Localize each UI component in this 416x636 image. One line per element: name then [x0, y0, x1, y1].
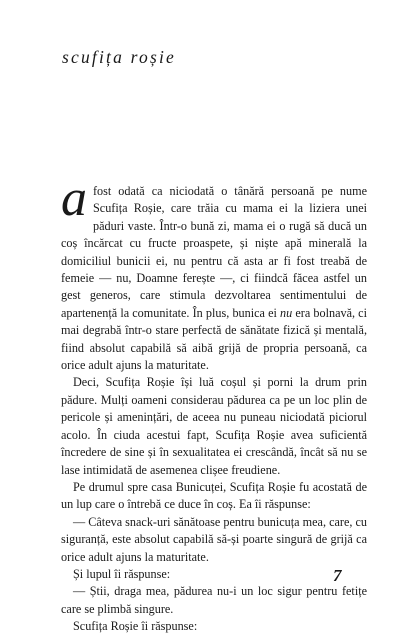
drop-cap: a [61, 170, 87, 227]
page-number: 7 [333, 566, 342, 585]
paragraph-text: Scufița Roșie îi răspunse: [73, 619, 198, 634]
emphasis-text: nu [280, 305, 293, 320]
paragraph [61, 618, 367, 635]
paragraph-text: — Câteva snack-uri sănătoase pentru bunicuța mea, care, cu siguranță, este absolut capabilă să-și poarte singură de grijă ca orice adult ajuns la maturitate. [61, 514, 367, 564]
body-text [61, 170, 367, 636]
paragraph [61, 374, 367, 478]
paragraph-text: fost odată ca niciodată o tânără persoană pe nume Scufița Roșie, care trăia cu mama ei la liziera unei păduri vaste. Într-o bună zi, mama ei o rugă să ducă un coș încărcat cu fructe proaspete, și niște apă minerală la domiciliul bunicii ei, nu pentru că asta ar fi fost treabă de femeie — nu, Doamne ferește —, ci fiindcă făcea astfel un gest generos, care stimula dezvoltarea sentimentului de apartenență la comunitate. În plus, bunica ei [61, 184, 367, 320]
paragraph-text: — Știi, draga mea, pădurea nu-i un loc sigur pentru fetițe care se plimbă singure. [61, 584, 367, 616]
paragraph [61, 170, 367, 374]
paragraph-text: Deci, Scufița Roșie își luă coșul și porni la drum prin pădure. Mulți oameni considerau pădurea ca pe un loc plin de pericole și amenințări, de aceea nu puneau niciodată piciorul acolo. În ciuda acestui fapt, Scufița Roșie avea suficientă încredere de sine și în sexualitatea ei crescândă, încât să nu se lase intimidată de asemenea clișee freudiene. [61, 375, 367, 477]
paragraph [61, 566, 367, 583]
paragraph-text: Și lupul îi răspunse: [73, 566, 171, 581]
paragraph [61, 514, 367, 566]
paragraph-text: Pe drumul spre casa Bunicuței, Scufița Roșie fu acostată de un lup care o întrebă ce duce în coș. Ea îi răspunse: [61, 479, 367, 512]
paragraph [61, 583, 367, 618]
chapter-title: scufița roșie [62, 47, 176, 67]
paragraph-text: era bolnavă, ci mai degrabă într-o stare perfectă de sănătate fizică și mentală, fiind absolut capabilă să aibă grijă de propria persoană, ca orice adult ajuns la maturitate. [61, 305, 367, 373]
paragraph [61, 479, 367, 514]
